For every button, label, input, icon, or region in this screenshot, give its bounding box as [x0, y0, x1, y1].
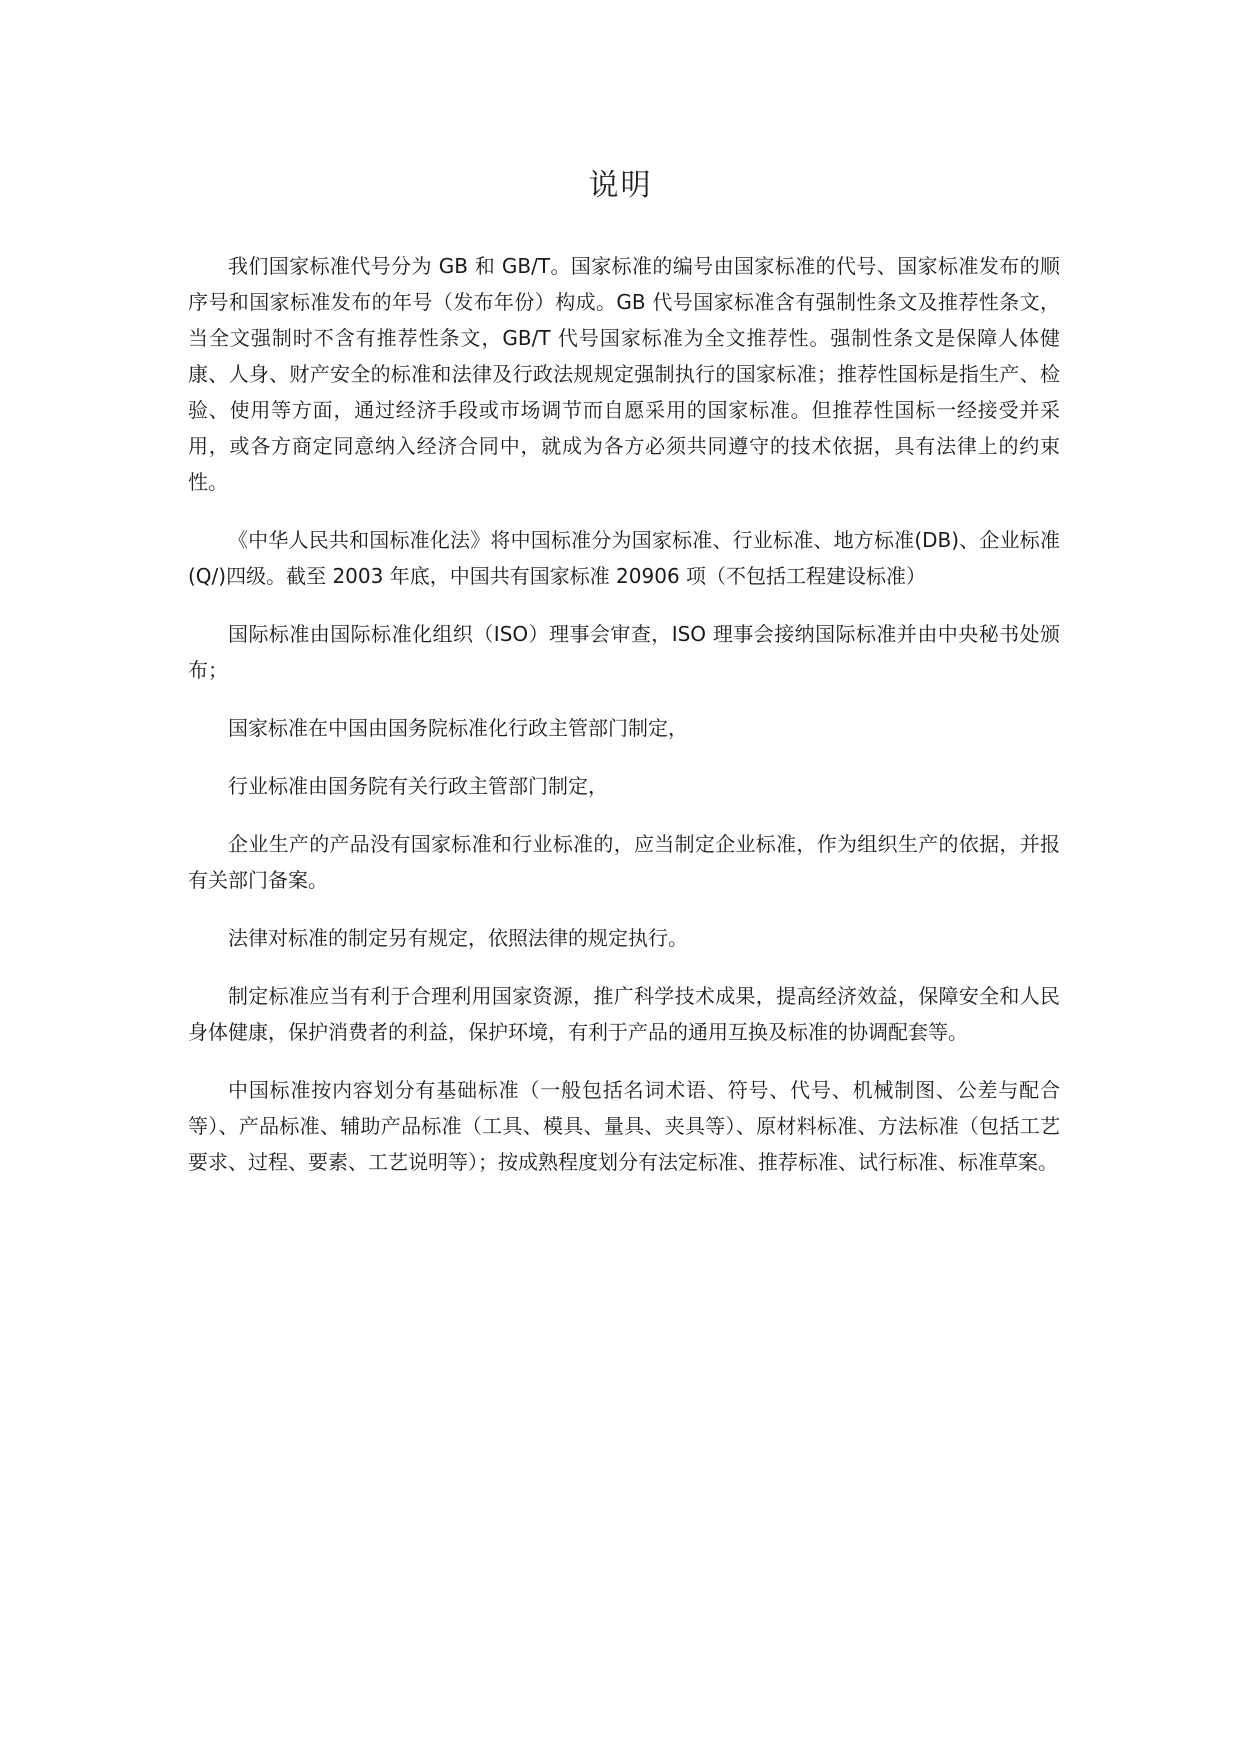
paragraph-national-standard: 国家标准在中国由国务院标准化行政主管部门制定， — [228, 716, 688, 740]
paragraph-industry-standard: 行业标准由国务院有关行政主管部门制定， — [228, 774, 608, 798]
page-title: 说明 — [588, 168, 653, 203]
document-body — [188, 248, 1060, 1202]
paragraph-standard-principles: 制定标准应当有利于合理利用国家资源，推广科学技术成果，提高经济效益，保障安全和人民身体健康，保护消费者的利益，保护环境，有利于产品的通用互换及标准的协调配套等。 — [188, 984, 1060, 1044]
paragraph-standard-classification: 中国标准按内容划分有基础标准（一般包括名词术语、符号、代号、机械制图、公差与配合等）、产品标准、辅助产品标准（工具、模具、量具、夹具等）、原材料标准、方法标准（包括工艺要求、过程、要素、工艺说明等）；按成熟程度划分有法定标准、推荐标准、试行标准、标准草案。 — [188, 1078, 1060, 1174]
paragraph-gb-codes: 我们国家标准代号分为 GB 和 GB/T。国家标准的编号由国家标准的代号、国家标准发布的顺序号和国家标准发布的年号（发布年份）构成。GB 代号国家标准含有强制性条文及推荐性条文，当全文强制时不含有推荐性条文，GB/T 代号国家标准为全文推荐性。强制性条文是保障人体健康、人身、财产安全的标准和法律及行政法规规定强制执行的国家标准；推荐性国标是指生产、检验、使用等方面，通过经济手段或市场调节而自愿采用的国家标准。但推荐性国标一经接受并采用，或各方商定同意纳入经济合同中，就成为各方必须共同遵守的技术依据，具有法律上的约束性。 — [188, 254, 1060, 494]
paragraph-iso: 国际标准由国际标准化组织（ISO）理事会审查，ISO 理事会接纳国际标准并由中央秘书处颁布； — [188, 622, 1060, 682]
paragraph-standardization-law: 《中华人民共和国标准化法》将中国标准分为国家标准、行业标准、地方标准(DB)、企业标准(Q/)四级。截至 2003 年底，中国共有国家标准 20906 项（不包括工程建设标准） — [188, 528, 1060, 588]
paragraph-enterprise-standard: 企业生产的产品没有国家标准和行业标准的，应当制定企业标准，作为组织生产的依据，并报有关部门备案。 — [188, 832, 1060, 892]
paragraph-law-provision: 法律对标准的制定另有规定，依照法律的规定执行。 — [228, 926, 688, 950]
